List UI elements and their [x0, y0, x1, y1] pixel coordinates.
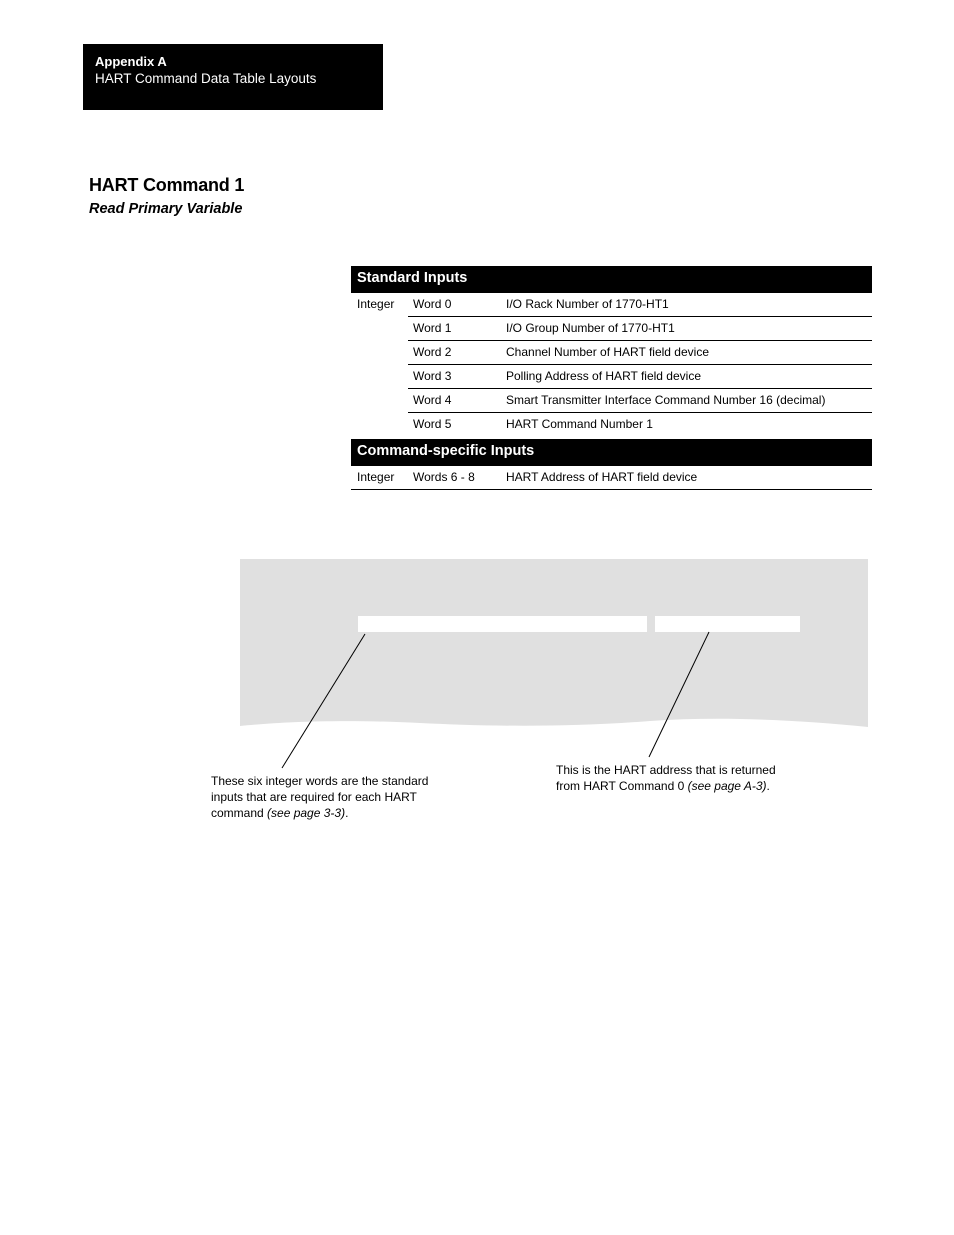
row-description: Polling Address of HART field device: [506, 369, 701, 383]
row-type: Integer: [357, 470, 395, 484]
figure-background: [240, 559, 868, 727]
table-row: [351, 389, 872, 413]
table-row: [351, 341, 872, 365]
row-description: HART Command Number 1: [506, 417, 653, 431]
row-word: Word 3: [413, 369, 452, 383]
table-row: [351, 413, 872, 437]
row-word: Word 2: [413, 345, 452, 359]
row-description: HART Address of HART field device: [506, 470, 698, 484]
row-word: Word 5: [413, 417, 452, 431]
row-word: Words 6 - 8: [413, 470, 475, 484]
callout-text: This is the HART address that is returned from HART Command 0: [556, 763, 776, 793]
row-word: Word 4: [413, 393, 452, 407]
callout-text: These six integer words are the standard inputs that are required for each HART command: [211, 774, 429, 820]
row-description: I/O Group Number of 1770-HT1: [506, 321, 675, 335]
right-leader-line: [649, 632, 709, 757]
row-description: I/O Rack Number of 1770-HT1: [506, 297, 669, 311]
callout-page-ref: (see page 3-3): [267, 806, 346, 820]
appendix-header: [83, 44, 383, 110]
command-specific-inputs-heading: Command-specific Inputs: [351, 439, 872, 466]
standard-inputs-heading: Standard Inputs: [351, 266, 872, 293]
table-row: [351, 365, 872, 389]
table-row: [351, 293, 872, 317]
callout-period: .: [345, 806, 349, 820]
table-row: [351, 317, 872, 341]
data-table: [351, 266, 872, 490]
row-word: Word 0: [413, 297, 452, 311]
appendix-subtitle: HART Command Data Table Layouts: [95, 71, 317, 86]
address-bracket: [655, 616, 800, 632]
appendix-label: Appendix A: [95, 54, 167, 69]
table-row: [351, 466, 872, 490]
command-title: HART Command 1: [89, 175, 245, 195]
callout-period: .: [766, 779, 770, 793]
left-leader-line: [282, 634, 365, 768]
command-subtitle: Read Primary Variable: [89, 201, 243, 217]
table-bottom-rule: [351, 489, 872, 491]
standard-inputs-bracket: [358, 616, 647, 632]
row-description: Channel Number of HART field device: [506, 345, 709, 359]
row-type: Integer: [357, 297, 395, 311]
hart-address-callout: [556, 762, 796, 794]
row-description: Smart Transmitter Interface Command Number 16 (decimal): [506, 393, 826, 407]
callout-page-ref: (see page A-3): [687, 779, 767, 793]
row-word: Word 1: [413, 321, 452, 335]
standard-inputs-callout: [211, 773, 431, 821]
